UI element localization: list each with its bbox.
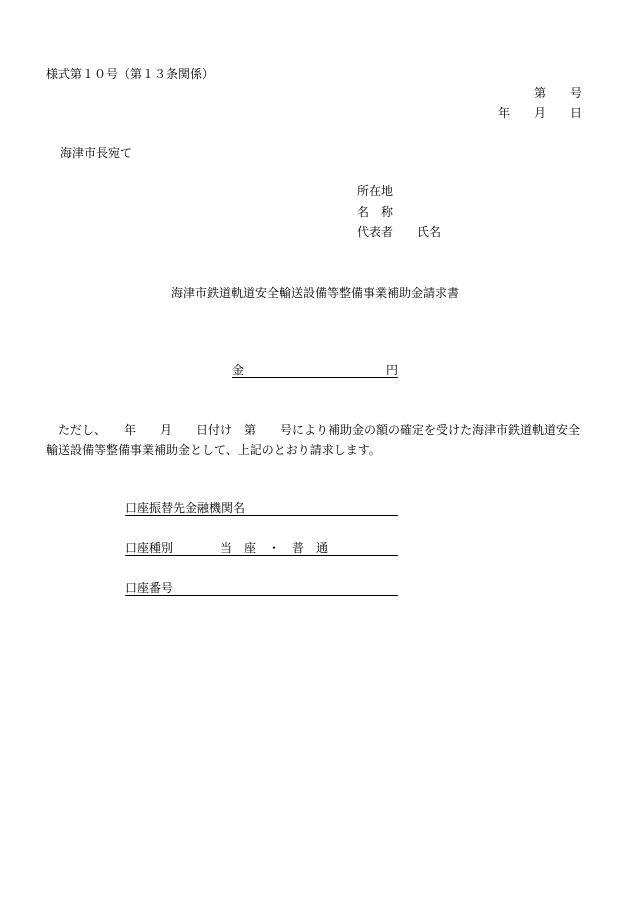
form-number: 様式第１０号（第１３条関係） bbox=[46, 67, 215, 81]
amount-suffix: 円 bbox=[385, 363, 398, 377]
amount-prefix: 金 bbox=[232, 363, 245, 377]
account-type-label: 口座種別 bbox=[125, 541, 174, 555]
account-type-options: 当 座 ・ 普 通 bbox=[220, 541, 329, 555]
bank-institution-field bbox=[125, 501, 398, 516]
applicant-representative-label: 代表者 氏名 bbox=[357, 225, 442, 239]
body-text-line-1: ただし、 年 月 日付け 第 号により補助金の額の確定を受けた海津市鉄道軌道安全 bbox=[58, 423, 581, 437]
amount-field bbox=[232, 363, 398, 378]
document-number-field: 第 号 bbox=[533, 86, 582, 100]
account-type-field bbox=[125, 541, 398, 556]
bank-institution-label: 口座振替先金融機関名 bbox=[125, 501, 246, 515]
applicant-name-label: 名 称 bbox=[357, 205, 394, 219]
document-date-field: 年 月 日 bbox=[497, 106, 582, 120]
account-number-field bbox=[125, 581, 398, 596]
applicant-address-label: 所在地 bbox=[357, 184, 394, 198]
document-title: 海津市鉄道軌道安全輸送設備等整備事業補助金請求書 bbox=[170, 286, 459, 300]
addressee: 海津市長宛て bbox=[60, 146, 133, 160]
body-text-line-2: 輸送設備等整備事業補助金として、上記のとおり請求します。 bbox=[46, 443, 381, 457]
account-number-label: 口座番号 bbox=[125, 581, 174, 595]
